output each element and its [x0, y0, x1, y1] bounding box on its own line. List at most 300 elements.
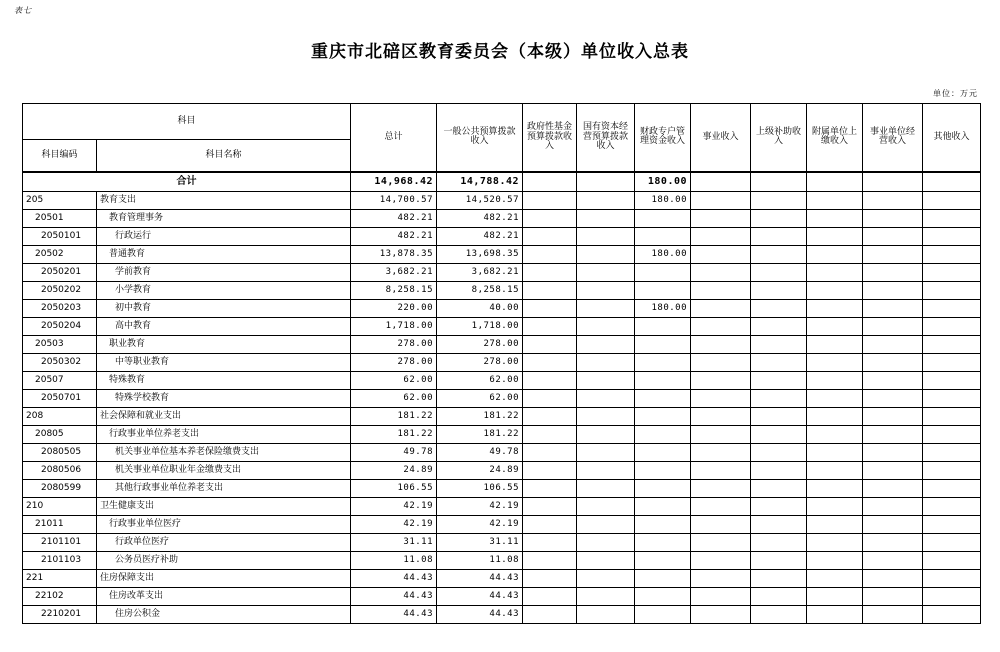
affiliated-cell [807, 480, 863, 498]
table-row [23, 462, 981, 480]
total-cell: 106.55 [351, 480, 437, 498]
state-capital-cell [577, 372, 635, 390]
superior-subsidy-cell [751, 300, 807, 318]
state-capital-cell [577, 534, 635, 552]
other-cell [923, 264, 981, 282]
operating-cell [863, 282, 923, 300]
affiliated-cell [807, 354, 863, 372]
name-cell: 小学教育 [97, 282, 351, 300]
header-name: 科目名称 [97, 140, 351, 172]
table-row [23, 498, 981, 516]
table-row [23, 372, 981, 390]
general-budget-cell: 181.22 [437, 426, 523, 444]
gov-fund-cell [523, 588, 577, 606]
total-cell: 14,700.57 [351, 192, 437, 210]
affiliated-cell [807, 498, 863, 516]
code-cell: 208 [23, 408, 97, 426]
superior-subsidy-cell [751, 588, 807, 606]
superior-subsidy-cell [751, 210, 807, 228]
state-capital-cell [577, 462, 635, 480]
table-row [23, 426, 981, 444]
business-cell [691, 462, 751, 480]
fiscal-special-cell [635, 282, 691, 300]
code-cell: 20503 [23, 336, 97, 354]
fiscal-special-cell [635, 210, 691, 228]
business-cell [691, 516, 751, 534]
gov-fund-cell [523, 552, 577, 570]
other-cell [923, 210, 981, 228]
name-cell: 行政事业单位养老支出 [97, 426, 351, 444]
operating-cell [863, 534, 923, 552]
name-cell: 高中教育 [97, 318, 351, 336]
affiliated-cell [807, 228, 863, 246]
unit-label: 单位：万元 [933, 89, 978, 98]
business-cell [691, 300, 751, 318]
total-cell: 3,682.21 [351, 264, 437, 282]
business-cell [691, 480, 751, 498]
state-capital-cell [577, 318, 635, 336]
business-cell [691, 552, 751, 570]
operating-cell [863, 480, 923, 498]
code-cell: 205 [23, 192, 97, 210]
code-cell: 2210201 [23, 606, 97, 624]
gov-fund-cell [523, 606, 577, 624]
name-cell: 机关事业单位职业年金缴费支出 [97, 462, 351, 480]
total-cell: 8,258.15 [351, 282, 437, 300]
superior-subsidy-cell [751, 282, 807, 300]
other-cell [923, 534, 981, 552]
general-budget-cell: 1,718.00 [437, 318, 523, 336]
affiliated-cell [807, 192, 863, 210]
name-cell: 其他行政事业单位养老支出 [97, 480, 351, 498]
total-cell: 11.08 [351, 552, 437, 570]
general-budget-cell: 62.00 [437, 372, 523, 390]
header-affiliated: 附属单位上缴收入 [807, 104, 863, 172]
affiliated-cell [807, 516, 863, 534]
business-cell [691, 408, 751, 426]
code-cell: 2050302 [23, 354, 97, 372]
general-budget-cell: 482.21 [437, 228, 523, 246]
other-cell [923, 516, 981, 534]
other-cell [923, 552, 981, 570]
other-cell [923, 408, 981, 426]
total-cell: 44.43 [351, 588, 437, 606]
business-cell [691, 498, 751, 516]
gov-fund-cell [523, 408, 577, 426]
fiscal-special-cell [635, 480, 691, 498]
general-budget-cell: 44.43 [437, 606, 523, 624]
business-cell [691, 444, 751, 462]
operating-cell [863, 408, 923, 426]
affiliated-cell [807, 210, 863, 228]
code-cell: 2080505 [23, 444, 97, 462]
code-cell: 20501 [23, 210, 97, 228]
operating-cell [863, 318, 923, 336]
operating-cell [863, 192, 923, 210]
state-capital-cell [577, 336, 635, 354]
fiscal-special-cell [635, 534, 691, 552]
other-cell [923, 318, 981, 336]
gov-fund-cell [523, 192, 577, 210]
general-budget-cell: 31.11 [437, 534, 523, 552]
state-capital-cell [577, 300, 635, 318]
business-cell [691, 570, 751, 588]
code-cell: 20502 [23, 246, 97, 264]
business-cell [691, 228, 751, 246]
header-fiscal-special: 财政专户管理资金收入 [635, 104, 691, 172]
state-capital-cell [577, 606, 635, 624]
code-cell: 2101103 [23, 552, 97, 570]
operating-cell [863, 336, 923, 354]
code-cell: 2080506 [23, 462, 97, 480]
gov-fund-cell [523, 498, 577, 516]
name-cell: 住房保障支出 [97, 570, 351, 588]
header-general-budget: 一般公共预算拨款收入 [437, 104, 523, 172]
general-budget-cell: 482.21 [437, 210, 523, 228]
state-capital-cell [577, 210, 635, 228]
gov-fund-cell [523, 426, 577, 444]
general-budget-cell: 3,682.21 [437, 264, 523, 282]
operating-cell [863, 426, 923, 444]
general-budget-cell: 62.00 [437, 390, 523, 408]
fiscal-special-cell [635, 354, 691, 372]
fiscal-special-cell [635, 606, 691, 624]
general-budget-cell: 181.22 [437, 408, 523, 426]
general-budget-cell: 49.78 [437, 444, 523, 462]
fiscal-special-cell [635, 570, 691, 588]
table-row [23, 444, 981, 462]
fiscal-special-cell [635, 390, 691, 408]
state-capital-cell [577, 570, 635, 588]
table-row [23, 192, 981, 210]
general-budget-cell: 40.00 [437, 300, 523, 318]
general-budget-cell: 14,520.57 [437, 192, 523, 210]
general-budget-cell: 42.19 [437, 516, 523, 534]
table-row [23, 318, 981, 336]
gov-fund-cell [523, 570, 577, 588]
total-cell: 13,878.35 [351, 246, 437, 264]
state-capital-cell [577, 516, 635, 534]
superior-subsidy-cell [751, 192, 807, 210]
gov-fund-cell [523, 336, 577, 354]
operating-cell [863, 444, 923, 462]
business-cell [691, 534, 751, 552]
superior-subsidy-cell [751, 318, 807, 336]
affiliated-cell [807, 534, 863, 552]
fiscal-special-cell [635, 336, 691, 354]
operating-cell [863, 516, 923, 534]
operating-cell [863, 246, 923, 264]
total-general-cell: 14,788.42 [437, 172, 523, 192]
table-row [23, 588, 981, 606]
general-budget-cell: 278.00 [437, 336, 523, 354]
operating-cell [863, 588, 923, 606]
gov-fund-cell [523, 318, 577, 336]
total-total-cell: 14,968.42 [351, 172, 437, 192]
affiliated-cell [807, 282, 863, 300]
name-cell: 住房改革支出 [97, 588, 351, 606]
name-cell: 学前教育 [97, 264, 351, 282]
business-cell [691, 210, 751, 228]
business-cell [691, 192, 751, 210]
state-capital-cell [577, 498, 635, 516]
state-capital-cell [577, 552, 635, 570]
fiscal-special-cell [635, 264, 691, 282]
other-cell [923, 390, 981, 408]
general-budget-cell: 42.19 [437, 498, 523, 516]
business-cell [691, 318, 751, 336]
fiscal-special-cell [635, 372, 691, 390]
total-cell: 62.00 [351, 390, 437, 408]
superior-subsidy-cell [751, 534, 807, 552]
state-capital-cell [577, 264, 635, 282]
superior-subsidy-cell [751, 444, 807, 462]
gov-fund-cell [523, 444, 577, 462]
fiscal-special-cell [635, 318, 691, 336]
table-row [23, 264, 981, 282]
fiscal-special-cell [635, 426, 691, 444]
state-capital-cell [577, 444, 635, 462]
superior-subsidy-cell [751, 408, 807, 426]
name-cell: 教育管理事务 [97, 210, 351, 228]
code-cell: 2050201 [23, 264, 97, 282]
empty-cell [807, 172, 863, 192]
code-cell: 2050202 [23, 282, 97, 300]
total-cell: 49.78 [351, 444, 437, 462]
affiliated-cell [807, 264, 863, 282]
general-budget-cell: 278.00 [437, 354, 523, 372]
table-row [23, 228, 981, 246]
name-cell: 中等职业教育 [97, 354, 351, 372]
other-cell [923, 372, 981, 390]
superior-subsidy-cell [751, 552, 807, 570]
other-cell [923, 354, 981, 372]
superior-subsidy-cell [751, 606, 807, 624]
code-cell: 22102 [23, 588, 97, 606]
other-cell [923, 606, 981, 624]
name-cell: 社会保障和就业支出 [97, 408, 351, 426]
other-cell [923, 570, 981, 588]
affiliated-cell [807, 318, 863, 336]
header-code: 科目编码 [23, 140, 97, 172]
table-row [23, 480, 981, 498]
affiliated-cell [807, 336, 863, 354]
name-cell: 公务员医疗补助 [97, 552, 351, 570]
total-cell: 482.21 [351, 210, 437, 228]
superior-subsidy-cell [751, 516, 807, 534]
gov-fund-cell [523, 480, 577, 498]
operating-cell [863, 570, 923, 588]
table-number-label: 表七 [14, 6, 32, 15]
other-cell [923, 336, 981, 354]
name-cell: 特殊学校教育 [97, 390, 351, 408]
state-capital-cell [577, 354, 635, 372]
affiliated-cell [807, 606, 863, 624]
empty-cell [523, 172, 577, 192]
other-cell [923, 192, 981, 210]
affiliated-cell [807, 390, 863, 408]
state-capital-cell [577, 480, 635, 498]
other-cell [923, 462, 981, 480]
header-operating: 事业单位经营收入 [863, 104, 923, 172]
page-title: 重庆市北碚区教育委员会（本级）单位收入总表 [311, 42, 689, 62]
other-cell [923, 300, 981, 318]
business-cell [691, 588, 751, 606]
table-row [23, 210, 981, 228]
table-row [23, 336, 981, 354]
affiliated-cell [807, 408, 863, 426]
gov-fund-cell [523, 390, 577, 408]
superior-subsidy-cell [751, 354, 807, 372]
business-cell [691, 246, 751, 264]
fiscal-special-cell [635, 444, 691, 462]
other-cell [923, 480, 981, 498]
code-cell: 221 [23, 570, 97, 588]
affiliated-cell [807, 462, 863, 480]
empty-cell [751, 172, 807, 192]
total-label: 合计 [23, 172, 351, 192]
business-cell [691, 372, 751, 390]
total-cell: 220.00 [351, 300, 437, 318]
operating-cell [863, 552, 923, 570]
name-cell: 教育支出 [97, 192, 351, 210]
general-budget-cell: 44.43 [437, 570, 523, 588]
code-cell: 20805 [23, 426, 97, 444]
gov-fund-cell [523, 264, 577, 282]
affiliated-cell [807, 552, 863, 570]
operating-cell [863, 300, 923, 318]
code-cell: 21011 [23, 516, 97, 534]
gov-fund-cell [523, 516, 577, 534]
gov-fund-cell [523, 210, 577, 228]
total-cell: 42.19 [351, 498, 437, 516]
empty-cell [923, 172, 981, 192]
operating-cell [863, 264, 923, 282]
total-cell: 24.89 [351, 462, 437, 480]
affiliated-cell [807, 300, 863, 318]
fiscal-special-cell: 180.00 [635, 246, 691, 264]
code-cell: 2101101 [23, 534, 97, 552]
affiliated-cell [807, 570, 863, 588]
state-capital-cell [577, 390, 635, 408]
gov-fund-cell [523, 228, 577, 246]
table-row [23, 282, 981, 300]
header-subject: 科目 [23, 104, 351, 140]
total-cell: 44.43 [351, 606, 437, 624]
name-cell: 普通教育 [97, 246, 351, 264]
name-cell: 机关事业单位基本养老保险缴费支出 [97, 444, 351, 462]
empty-cell [577, 172, 635, 192]
header-gov-fund: 政府性基金预算拨款收入 [523, 104, 577, 172]
affiliated-cell [807, 426, 863, 444]
business-cell [691, 606, 751, 624]
affiliated-cell [807, 246, 863, 264]
superior-subsidy-cell [751, 570, 807, 588]
business-cell [691, 390, 751, 408]
general-budget-cell: 106.55 [437, 480, 523, 498]
gov-fund-cell [523, 534, 577, 552]
operating-cell [863, 498, 923, 516]
table-row [23, 390, 981, 408]
table-row [23, 246, 981, 264]
total-cell: 482.21 [351, 228, 437, 246]
general-budget-cell: 8,258.15 [437, 282, 523, 300]
operating-cell [863, 228, 923, 246]
total-cell: 42.19 [351, 516, 437, 534]
code-cell: 2080599 [23, 480, 97, 498]
header-total: 总计 [351, 104, 437, 172]
other-cell [923, 426, 981, 444]
superior-subsidy-cell [751, 426, 807, 444]
name-cell: 行政事业单位医疗 [97, 516, 351, 534]
state-capital-cell [577, 408, 635, 426]
superior-subsidy-cell [751, 372, 807, 390]
general-budget-cell: 11.08 [437, 552, 523, 570]
code-cell: 2050101 [23, 228, 97, 246]
fiscal-special-cell [635, 408, 691, 426]
name-cell: 住房公积金 [97, 606, 351, 624]
gov-fund-cell [523, 462, 577, 480]
header-state-capital: 国有资本经营预算拨款收入 [577, 104, 635, 172]
gov-fund-cell [523, 354, 577, 372]
general-budget-cell: 24.89 [437, 462, 523, 480]
table-row [23, 408, 981, 426]
gov-fund-cell [523, 246, 577, 264]
other-cell [923, 282, 981, 300]
state-capital-cell [577, 426, 635, 444]
total-row [23, 172, 981, 192]
gov-fund-cell [523, 282, 577, 300]
affiliated-cell [807, 444, 863, 462]
other-cell [923, 444, 981, 462]
name-cell: 行政运行 [97, 228, 351, 246]
operating-cell [863, 372, 923, 390]
income-summary-table [22, 103, 981, 624]
fiscal-special-cell: 180.00 [635, 300, 691, 318]
state-capital-cell [577, 246, 635, 264]
business-cell [691, 264, 751, 282]
fiscal-special-cell: 180.00 [635, 192, 691, 210]
business-cell [691, 354, 751, 372]
fiscal-special-cell [635, 588, 691, 606]
code-cell: 210 [23, 498, 97, 516]
fiscal-special-cell [635, 552, 691, 570]
superior-subsidy-cell [751, 480, 807, 498]
gov-fund-cell [523, 300, 577, 318]
other-cell [923, 588, 981, 606]
state-capital-cell [577, 588, 635, 606]
operating-cell [863, 462, 923, 480]
superior-subsidy-cell [751, 390, 807, 408]
gov-fund-cell [523, 372, 577, 390]
operating-cell [863, 354, 923, 372]
code-cell: 2050204 [23, 318, 97, 336]
table-row [23, 606, 981, 624]
superior-subsidy-cell [751, 498, 807, 516]
superior-subsidy-cell [751, 336, 807, 354]
code-cell: 20507 [23, 372, 97, 390]
empty-cell [863, 172, 923, 192]
total-cell: 31.11 [351, 534, 437, 552]
other-cell [923, 246, 981, 264]
total-cell: 44.43 [351, 570, 437, 588]
name-cell: 职业教育 [97, 336, 351, 354]
general-budget-cell: 13,698.35 [437, 246, 523, 264]
operating-cell [863, 390, 923, 408]
business-cell [691, 336, 751, 354]
header-other: 其他收入 [923, 104, 981, 172]
state-capital-cell [577, 192, 635, 210]
